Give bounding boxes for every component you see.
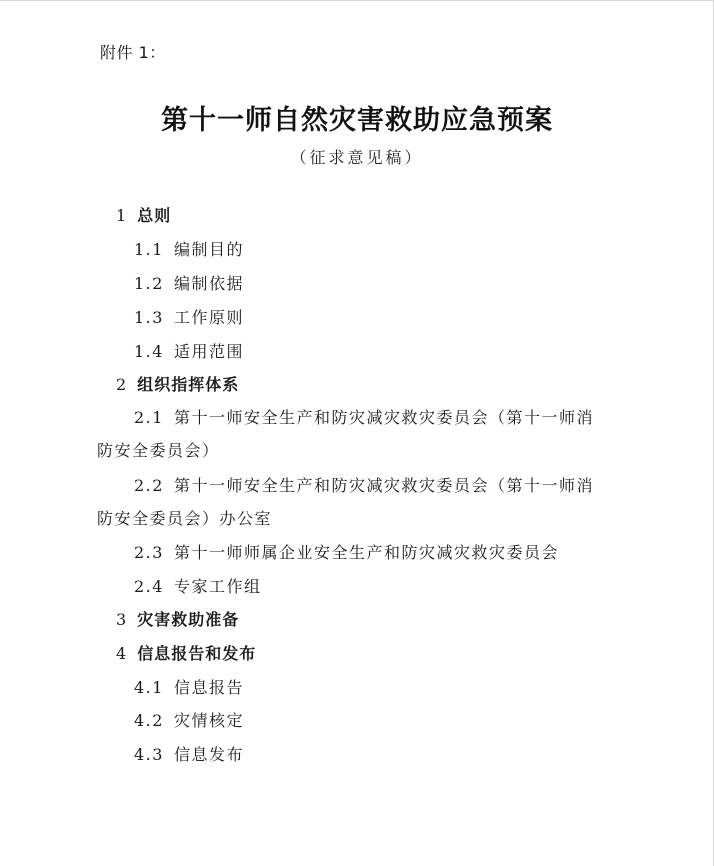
- toc-text: 第十一师安全生产和防灾减灾救灾委员会（第十一师消: [173, 476, 594, 495]
- toc-item-2-3: [134, 540, 559, 563]
- toc-item-1-2: [134, 271, 244, 294]
- toc-heading-3: [116, 607, 239, 630]
- toc-number: 3: [116, 610, 128, 629]
- toc-item-1-1: [134, 237, 244, 260]
- toc-text: 信息发布: [173, 745, 244, 764]
- toc-text: 第十一师师属企业安全生产和防灾减灾救灾委员会: [173, 543, 559, 562]
- toc-item-2-1-continued: 防安全委员会）: [97, 441, 220, 460]
- toc-number: 4.1: [134, 678, 164, 697]
- toc-text: 适用范围: [173, 342, 244, 361]
- toc-text: 灾害救助准备: [137, 610, 240, 629]
- toc-item-4-2: [134, 708, 244, 731]
- toc-number: 2: [116, 375, 128, 394]
- toc-text: 总则: [137, 206, 172, 225]
- toc-text: 编制依据: [173, 274, 244, 293]
- toc-item-4-3: [134, 742, 244, 765]
- toc-number: 1.4: [134, 342, 164, 361]
- page-border-top: [0, 0, 714, 1]
- toc-heading-2: [116, 372, 239, 395]
- toc-heading-4: [116, 641, 256, 664]
- toc-number: 2.3: [134, 543, 164, 562]
- toc-item-1-3: [134, 305, 244, 328]
- toc-item-2-1: [134, 405, 594, 428]
- toc-number: 1.2: [134, 274, 164, 293]
- toc-number: 1.1: [134, 240, 164, 259]
- toc-number: 1: [116, 206, 128, 225]
- toc-number: 1.3: [134, 308, 164, 327]
- toc-number: 2.1: [134, 408, 164, 427]
- toc-number: 2.2: [134, 476, 164, 495]
- toc-item-4-1: [134, 675, 244, 698]
- toc-text: 专家工作组: [173, 577, 262, 596]
- toc-text: 灾情核定: [173, 711, 244, 730]
- toc-number: 4: [116, 644, 128, 663]
- toc-text: 信息报告: [173, 678, 244, 697]
- toc-heading-1: [116, 203, 171, 226]
- attachment-label: 附件 1：: [100, 43, 166, 62]
- toc-item-2-4: [134, 574, 261, 597]
- toc-text: 组织指挥体系: [137, 375, 240, 394]
- toc-number: 4.2: [134, 711, 164, 730]
- toc-text: 编制目的: [173, 240, 244, 259]
- toc-text: 工作原则: [173, 308, 244, 327]
- document-subtitle: （征求意见稿）: [290, 148, 424, 167]
- toc-text: 信息报告和发布: [137, 644, 257, 663]
- toc-item-2-2-continued: 防安全委员会）办公室: [97, 509, 273, 528]
- document-title: 第十一师自然灾害救助应急预案: [161, 105, 553, 136]
- toc-number: 4.3: [134, 745, 164, 764]
- toc-number: 2.4: [134, 577, 164, 596]
- toc-item-2-2: [134, 473, 594, 496]
- toc-item-1-4: [134, 339, 244, 362]
- toc-text: 第十一师安全生产和防灾减灾救灾委员会（第十一师消: [173, 408, 594, 427]
